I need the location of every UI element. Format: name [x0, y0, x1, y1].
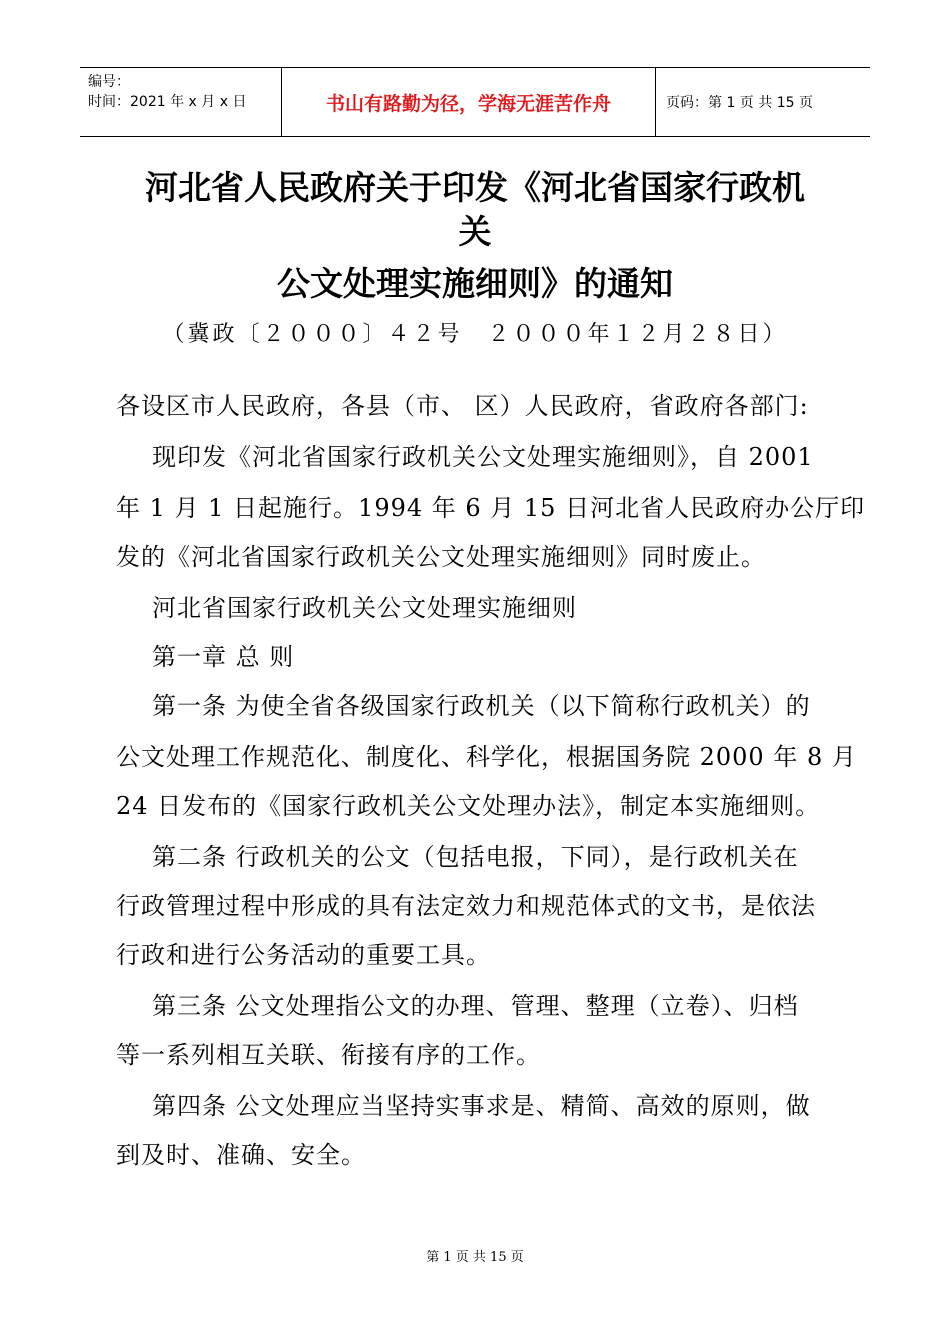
- document-title-line-1: 河北省人民政府关于印发《河北省国家行政机: [145, 168, 805, 207]
- page-footer: 第 1 页 共 15 页: [426, 1250, 524, 1265]
- article-line: 等一系列相互关联、衔接有序的工作。: [116, 1041, 541, 1069]
- document-number-label: 编号：: [88, 74, 130, 90]
- header-motto: 书山有路勤为径，学海无涯苦作舟: [282, 68, 656, 136]
- article-line: 行政和进行公务活动的重要工具。: [116, 941, 491, 969]
- chapter-heading: 第一章 总 则: [152, 643, 295, 671]
- body-line: 年 1 月 1 日起施行。1994 年 6 月 15 日河北省人民政府办公厅印: [116, 494, 866, 522]
- article-line: 第三条 公文处理指公文的办理、管理、整理（立卷）、归档: [152, 992, 799, 1020]
- addressee-line: 各设区市人民政府，各县（市、 区）人民政府，省政府各部门:: [116, 392, 809, 420]
- page-header: [80, 67, 870, 137]
- document-title-line-2: 关: [458, 212, 492, 251]
- body-line: 发的《河北省国家行政机关公文处理实施细则》同时废止。: [116, 543, 766, 571]
- article-line: 第二条 行政机关的公文（包括电报，下同），是行政机关在: [152, 843, 799, 871]
- article-line: 24 日发布的《国家行政机关公文处理办法》，制定本实施细则。: [116, 792, 821, 820]
- document-reference: （冀政〔２０００〕４２号 ２０００年１２月２８日）: [162, 322, 788, 347]
- section-heading: 河北省国家行政机关公文处理实施细则: [152, 594, 577, 622]
- article-line: 第四条 公文处理应当坚持实事求是、精简、高效的原则，做: [152, 1092, 811, 1120]
- header-page-info: 页码：第 1 页 共 15 页: [666, 95, 813, 111]
- article-line: 第一条 为使全省各级国家行政机关（以下简称行政机关）的: [152, 692, 811, 720]
- body-line: 现印发《河北省国家行政机关公文处理实施细则》，自 2001: [152, 443, 814, 471]
- article-line: 行政管理过程中形成的具有法定效力和规范体式的文书，是依法: [116, 892, 816, 920]
- document-title-line-3: 公文处理实施细则》的通知: [277, 264, 673, 303]
- document-time-label: 时间：2021 年 x 月 x 日: [88, 94, 247, 110]
- article-line: 到及时、准确、安全。: [116, 1141, 366, 1169]
- header-meta: [80, 68, 282, 136]
- article-line: 公文处理工作规范化、制度化、科学化，根据国务院 2000 年 8 月: [116, 743, 857, 771]
